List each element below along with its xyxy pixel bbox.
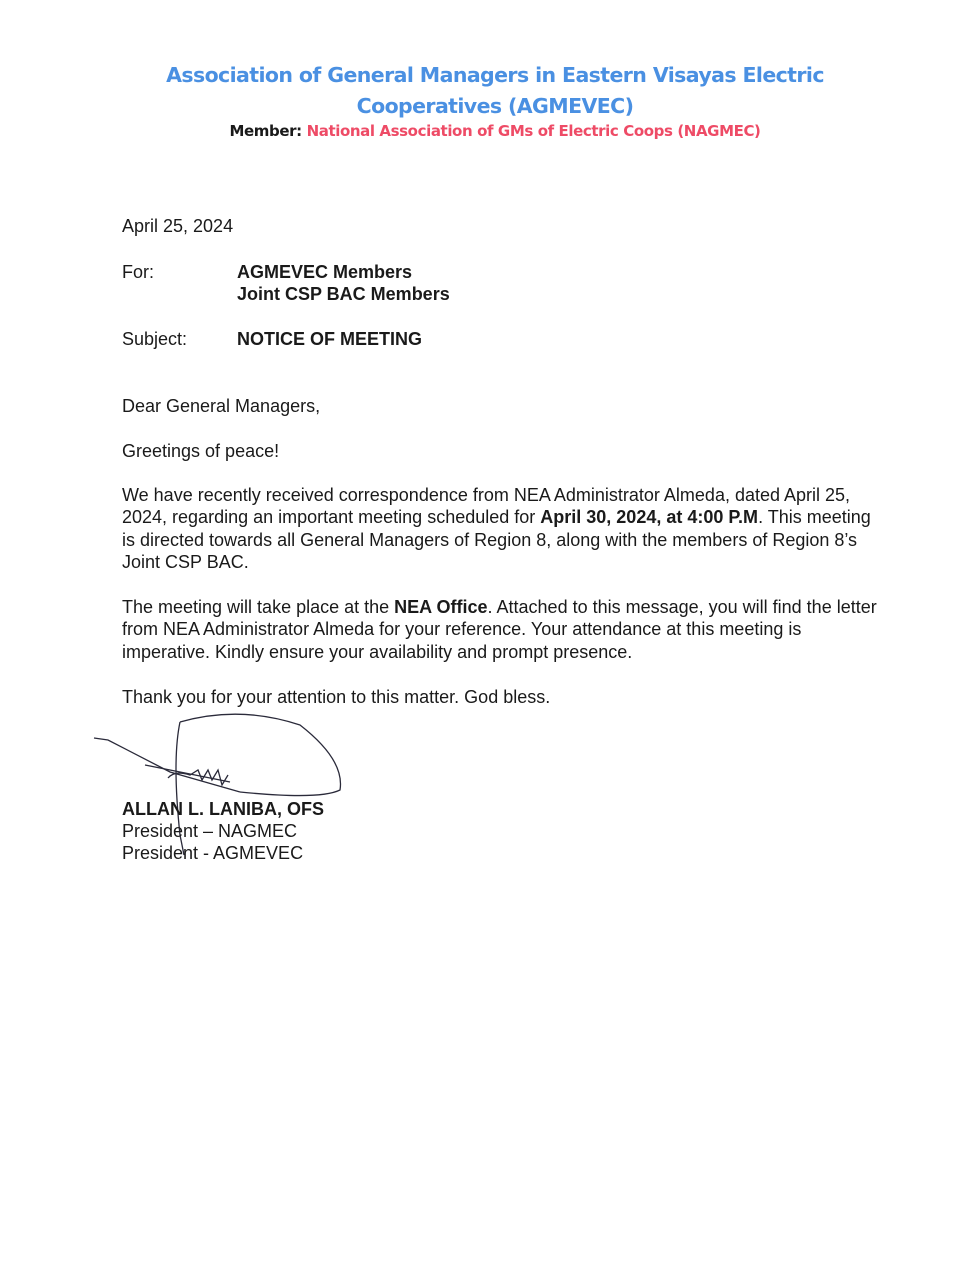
signer-title-2: President - AGMEVEC — [122, 843, 304, 863]
member-org: National Association of GMs of Electric Coops (NAGMEC) — [306, 122, 761, 140]
p1-text-end: . This meeting is directed towards all General Managers of Region 8, along with the members of Region 8’s Joint CSP BAC. — [122, 507, 871, 572]
signer-title-1: President – NAGMEC — [122, 821, 298, 841]
letter-date: April 25, 2024 — [122, 216, 234, 236]
recipient-2: Joint CSP BAC Members — [237, 284, 450, 304]
signer-name: ALLAN L. LANIBA, OFS — [122, 799, 324, 819]
closing: Thank you for your attention to this matter. God bless. — [122, 687, 551, 707]
meeting-datetime: April 30, 2024, at 4:00 P.M — [540, 507, 759, 528]
member-label: Member: — [229, 122, 302, 140]
salutation: Dear General Managers, — [122, 396, 321, 416]
org-name-line1: Association of General Managers in Eastern Visayas Electric — [166, 63, 824, 87]
org-name-line2: Cooperatives (AGMEVEC) — [356, 94, 634, 118]
recipient-1: AGMEVEC Members — [237, 262, 413, 282]
for-label: For: — [122, 262, 155, 282]
p1-text: We have recently received correspondence from NEA Administrator Almeda, dated April 25, 2024, regarding an important meeting scheduled for — [122, 485, 851, 528]
p2-text: The meeting will take place at the — [122, 597, 395, 617]
subject: NOTICE OF MEETING — [237, 329, 423, 349]
greeting: Greetings of peace! — [122, 441, 280, 461]
subject-label: Subject: — [122, 329, 188, 349]
p2-text-end: . Attached to this message, you will find the letter from NEA Administrator Almeda for your reference. Your attendance at this meeting is imperative. Kindly ensure your availability and prompt presence. — [122, 597, 877, 662]
meeting-venue: NEA Office — [394, 597, 488, 617]
